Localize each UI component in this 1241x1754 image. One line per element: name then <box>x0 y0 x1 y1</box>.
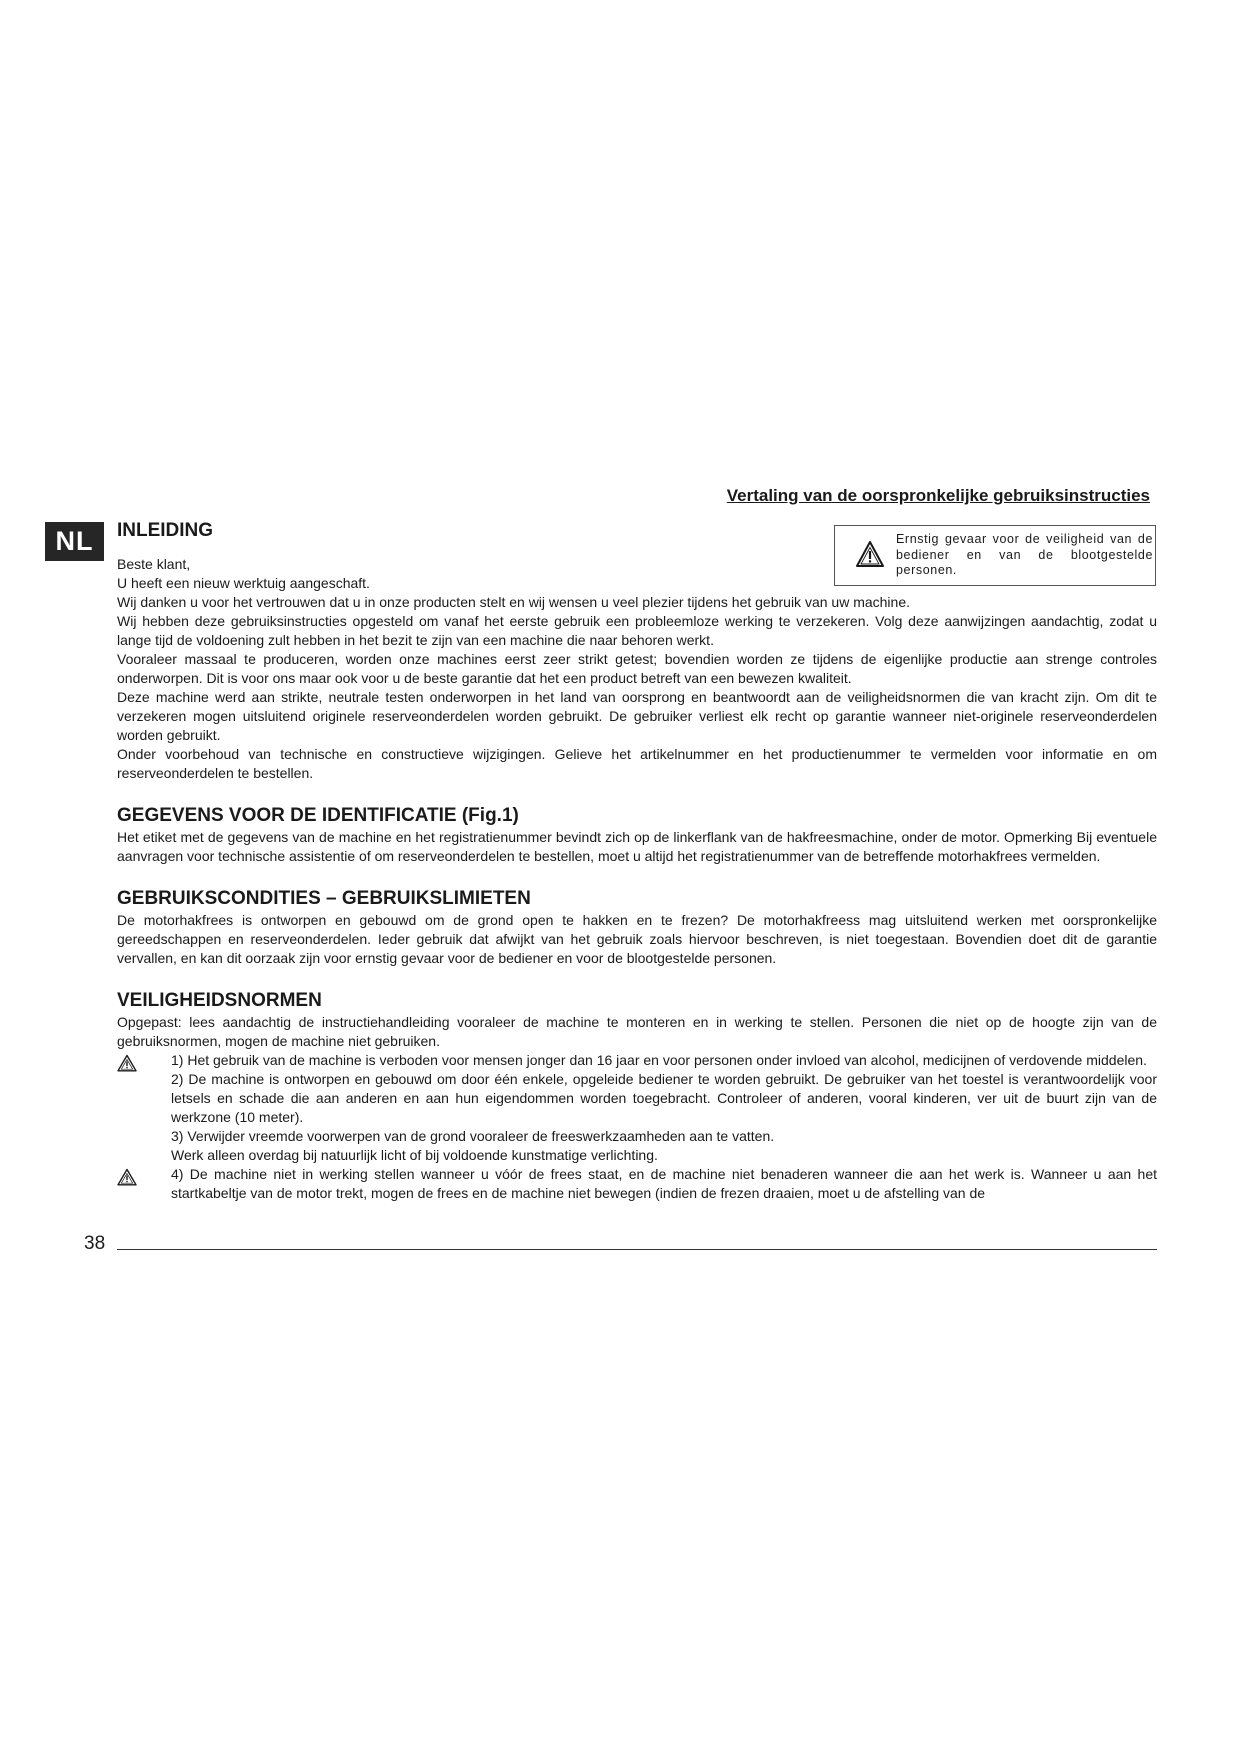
paragraph: Het etiket met de gegevens van de machine en het registratienummer bevindt zich op de linkerflank van de hakfreesmachine, onder de motor. Opmerking Bij eventuele aanvragen voor technische assistentie of om reserveonderdelen te bestellen, moet u altijd het registratienummer van de betreffende motorhakfrees vermelden. <box>117 829 1157 864</box>
warning-text: Ernstig gevaar voor de veiligheid van de bediener en van de blootgestelde personen. <box>896 532 1153 577</box>
safety-rule <box>117 1146 1157 1165</box>
safety-rule-text: 3) Verwijder vreemde voorwerpen van de grond vooraleer de freeswerkzaamheden aan te vatten. <box>171 1128 775 1144</box>
document-title: Vertaling van de oorspronkelijke gebruiksinstructies <box>726 486 1150 505</box>
language-tab: NL <box>45 522 104 561</box>
paragraph: De motorhakfrees is ontworpen en gebouwd om de grond open te hakken en te frezen? De motorhakfreess mag uitsluitend werken met oorspronkelijke gereedschappen en reserveonderdelen. Ieder gebruik dat afwijkt van het gebruik zoals hiervoor beschreven, is niet toegestaan. Bovendien doet dit de garantie vervallen, en kan dit oorzaak zijn voor ernstig gevaar voor de bediener en voor de blootgestelde personen. <box>117 912 1157 966</box>
paragraph: Wij hebben deze gebruiksinstructies opgesteld om vanaf het eerste gebruik een probleemloze werking te verzekeren. Volg deze aanwijzingen aandachtig, zodat u lange tijd de voldoening zult hebben in het bezit te zijn van een machine die naar behoren werkt. <box>117 613 1157 648</box>
safety-rule-text: 2) De machine is ontworpen en gebouwd om door één enkele, opgeleide bediener te worden gebruikt. De gebruiker van het toestel is verantwoordelijk voor letsels en schade die aan anderen en aan hun eigendommen worden toegebracht. Controleer of anderen, vooral kinderen, ver uit de buurt zijn van de werkzone (10 meter). <box>171 1071 1157 1125</box>
heading-gebruikscondities: GEBRUIKSCONDITIES – GEBRUIKSLIMIETEN <box>117 888 531 909</box>
safety-rule <box>117 1051 1157 1070</box>
paragraph: U heeft een nieuw werktuig aangeschaft. <box>117 575 370 591</box>
paragraph: Wij danken u voor het vertrouwen dat u in onze producten stelt en wij wensen u veel plezier tijdens het gebruik van uw machine. <box>117 594 911 610</box>
warning-triangle-icon <box>117 1168 137 1186</box>
paragraph: Beste klant, <box>117 556 191 572</box>
main-content <box>117 520 1157 1203</box>
page-number: 38 <box>84 1233 106 1254</box>
safety-rule <box>117 1165 1157 1203</box>
heading-inleiding: INLEIDING <box>117 520 214 541</box>
safety-rule <box>117 1127 1157 1146</box>
section-identificatie <box>117 805 1157 866</box>
paragraph: Opgepast: lees aandachtig de instructiehandleiding vooraleer de machine te monteren en in werking te stellen. Personen die niet op de hoogte zijn van de gebruiksnormen, mogen de machine niet gebruiken. <box>117 1014 1157 1049</box>
section-gebruikscondities <box>117 888 1157 968</box>
paragraph: Onder voorbehoud van technische en constructieve wijzigingen. Gelieve het artikelnummer en het productienummer te vermelden voor informatie en om reserveonderdelen te bestellen. <box>117 746 1157 781</box>
safety-rule-text: Werk alleen overdag bij natuurlijk licht of bij voldoende kunstmatige verlichting. <box>171 1147 658 1163</box>
section-inleiding <box>117 520 1157 783</box>
heading-identificatie: GEGEVENS VOOR DE IDENTIFICATIE (Fig.1) <box>117 805 519 826</box>
safety-rule-text: 4) De machine niet in werking stellen wanneer u vóór de frees staat, en de machine niet benaderen wanneer die aan het werk is. Wanneer u aan het startkabeltje van de motor trekt, mogen de frees en de machine niet bewegen (indien de frezen draaien, moet u de afstelling van de <box>171 1166 1157 1201</box>
heading-veiligheidsnormen: VEILIGHEIDSNORMEN <box>117 990 322 1011</box>
paragraph: Vooraleer massaal te produceren, worden onze machines eerst zeer strikt getest; bovendien worden ze tijdens de eigenlijke productie aan strenge controles onderworpen. Dit is voor ons maar ook voor u de beste garantie dat het een product betreft van een bewezen kwaliteit. <box>117 651 1157 686</box>
paragraph: Deze machine werd aan strikte, neutrale testen onderworpen in het land van oorsprong en beantwoordt aan de veiligheidsnormen die van kracht zijn. Om dit te verzekeren mogen uitsluitend originele reserveonderdelen worden gebruikt. De gebruiker verliest elk recht op garantie wanneer niet-originele reserveonderdelen worden gebruikt. <box>117 689 1157 743</box>
section-veiligheidsnormen <box>117 990 1157 1203</box>
safety-rule <box>117 1070 1157 1127</box>
footer-rule <box>117 1249 1157 1250</box>
safety-rule-text: 1) Het gebruik van de machine is verboden voor mensen jonger dan 16 jaar en voor personen onder invloed van alcohol, medicijnen of verdovende middelen. <box>171 1052 1147 1068</box>
